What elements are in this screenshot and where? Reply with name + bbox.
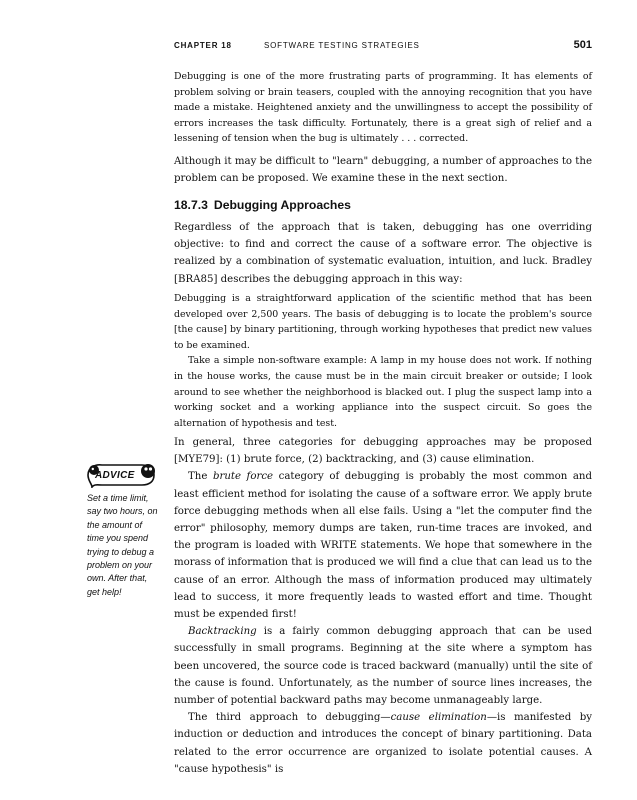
- quote2-paragraph-1: Debugging is a straightforward application of the scientific method that has been developed over 2,500 years. The basis of debugging is to locate the problem's source [the cause] by binary partitioning, through working hypotheses that predict new values to be examined.: [174, 293, 592, 351]
- cause-lead: The third approach to debugging—: [188, 712, 391, 724]
- section-heading: [174, 198, 592, 212]
- running-header: [174, 40, 592, 54]
- quote2-paragraph-2: Take a simple non-software example: A lamp in my house does not work. If nothing in the house works, the cause must be in the main circuit breaker or outside; I look around to see whether the neighborhood is blacked out. I plug the suspect lamp into a working socket and a working appliance into the suspect circuit. So goes the alternation of hypothesis and test.: [174, 355, 592, 429]
- advice-label: ADVICE: [95, 470, 135, 481]
- cause-rest: —is manifested by induction or deduction and introduces the concept of binary partitioning. Data related to the error occurrence are organized to isolate potential causes. A "cause hypothesis" is: [174, 712, 592, 775]
- brute-force-term: brute force: [212, 471, 274, 483]
- section-heading-block: [174, 198, 592, 212]
- section-paragraph: Regardless of the approach that is taken, debugging has one overriding objective: to find and correct the cause of a software error. The objective is realized by a combination of systematic evaluation, intuition, and luck. Bradley [BRA85] describes the debugging approach in this way:: [174, 222, 592, 285]
- brute-lead: The: [188, 471, 213, 483]
- backtracking-paragraph: [174, 623, 592, 709]
- chapter-label: CHAPTER 18: [174, 41, 232, 50]
- chapter-title: SOFTWARE TESTING STRATEGIES: [264, 41, 420, 50]
- backtracking-term: Backtracking: [188, 626, 257, 638]
- approaches-block: [174, 434, 592, 778]
- quote-paragraph: Debugging is one of the more frustrating parts of programming. It has elements of problem solving or brain teasers, coupled with the annoying recognition that you have made a mistake. Heightened anxiety and the unwillingness to accept the possibility of errors increases the task difficulty. Fortunately, there is a great sigh of relief and a lessening of tension when the bug is ultimately . . . corrected.: [174, 71, 592, 145]
- section-title: Debugging Approaches: [213, 198, 351, 212]
- backtracking-rest: is a fairly common debugging approach that can be used successfully in small programs. Beginning at the site where a symptom has been uncovered, the source code is traced backward (manually) until the site of the cause is found. Unfortunately, as the number of source lines increases, the number of potential backward paths may become unmanageably large.: [174, 626, 592, 707]
- cause-elimination-paragraph: [174, 709, 592, 778]
- section-body: [174, 219, 592, 288]
- page-number: 501: [573, 39, 592, 51]
- bradley-quote: [174, 291, 592, 431]
- opening-quote: [174, 69, 592, 147]
- general-paragraph: In general, three categories for debugging approaches may be proposed [MYE79]: (1) brute force, (2) backtracking, and (3) cause elimination.: [174, 437, 592, 466]
- intro-block: [174, 153, 592, 187]
- brute-force-paragraph: [174, 468, 592, 623]
- cause-elimination-term: cause elimination: [390, 712, 487, 724]
- brute-rest: category of debugging is probably the most common and least efficient method for isolating the cause of a software error. We apply brute force debugging methods when all else fails. Using a "let the computer find the error" philosophy, memory dumps are taken, run-time traces are invoked, and the program is loaded with WRITE statements. We hope that somewhere in the morass of information that is produced we will find a clue that can lead us to the cause of an error. Although the mass of information produced may ultimately lead to success, it more frequently leads to wasted effort and time. Thought must be expended first!: [174, 471, 593, 621]
- advice-badge: [86, 462, 158, 488]
- margin-advice-note: Set a time limit, say two hours, on the amount of time you spend trying to debug a problem on your own. After that, get help!: [87, 493, 158, 597]
- section-number: 18.7.3: [174, 198, 208, 212]
- intro-paragraph: Although it may be difficult to "learn" debugging, a number of approaches to the problem can be proposed. We examine these in the next section.: [174, 156, 592, 185]
